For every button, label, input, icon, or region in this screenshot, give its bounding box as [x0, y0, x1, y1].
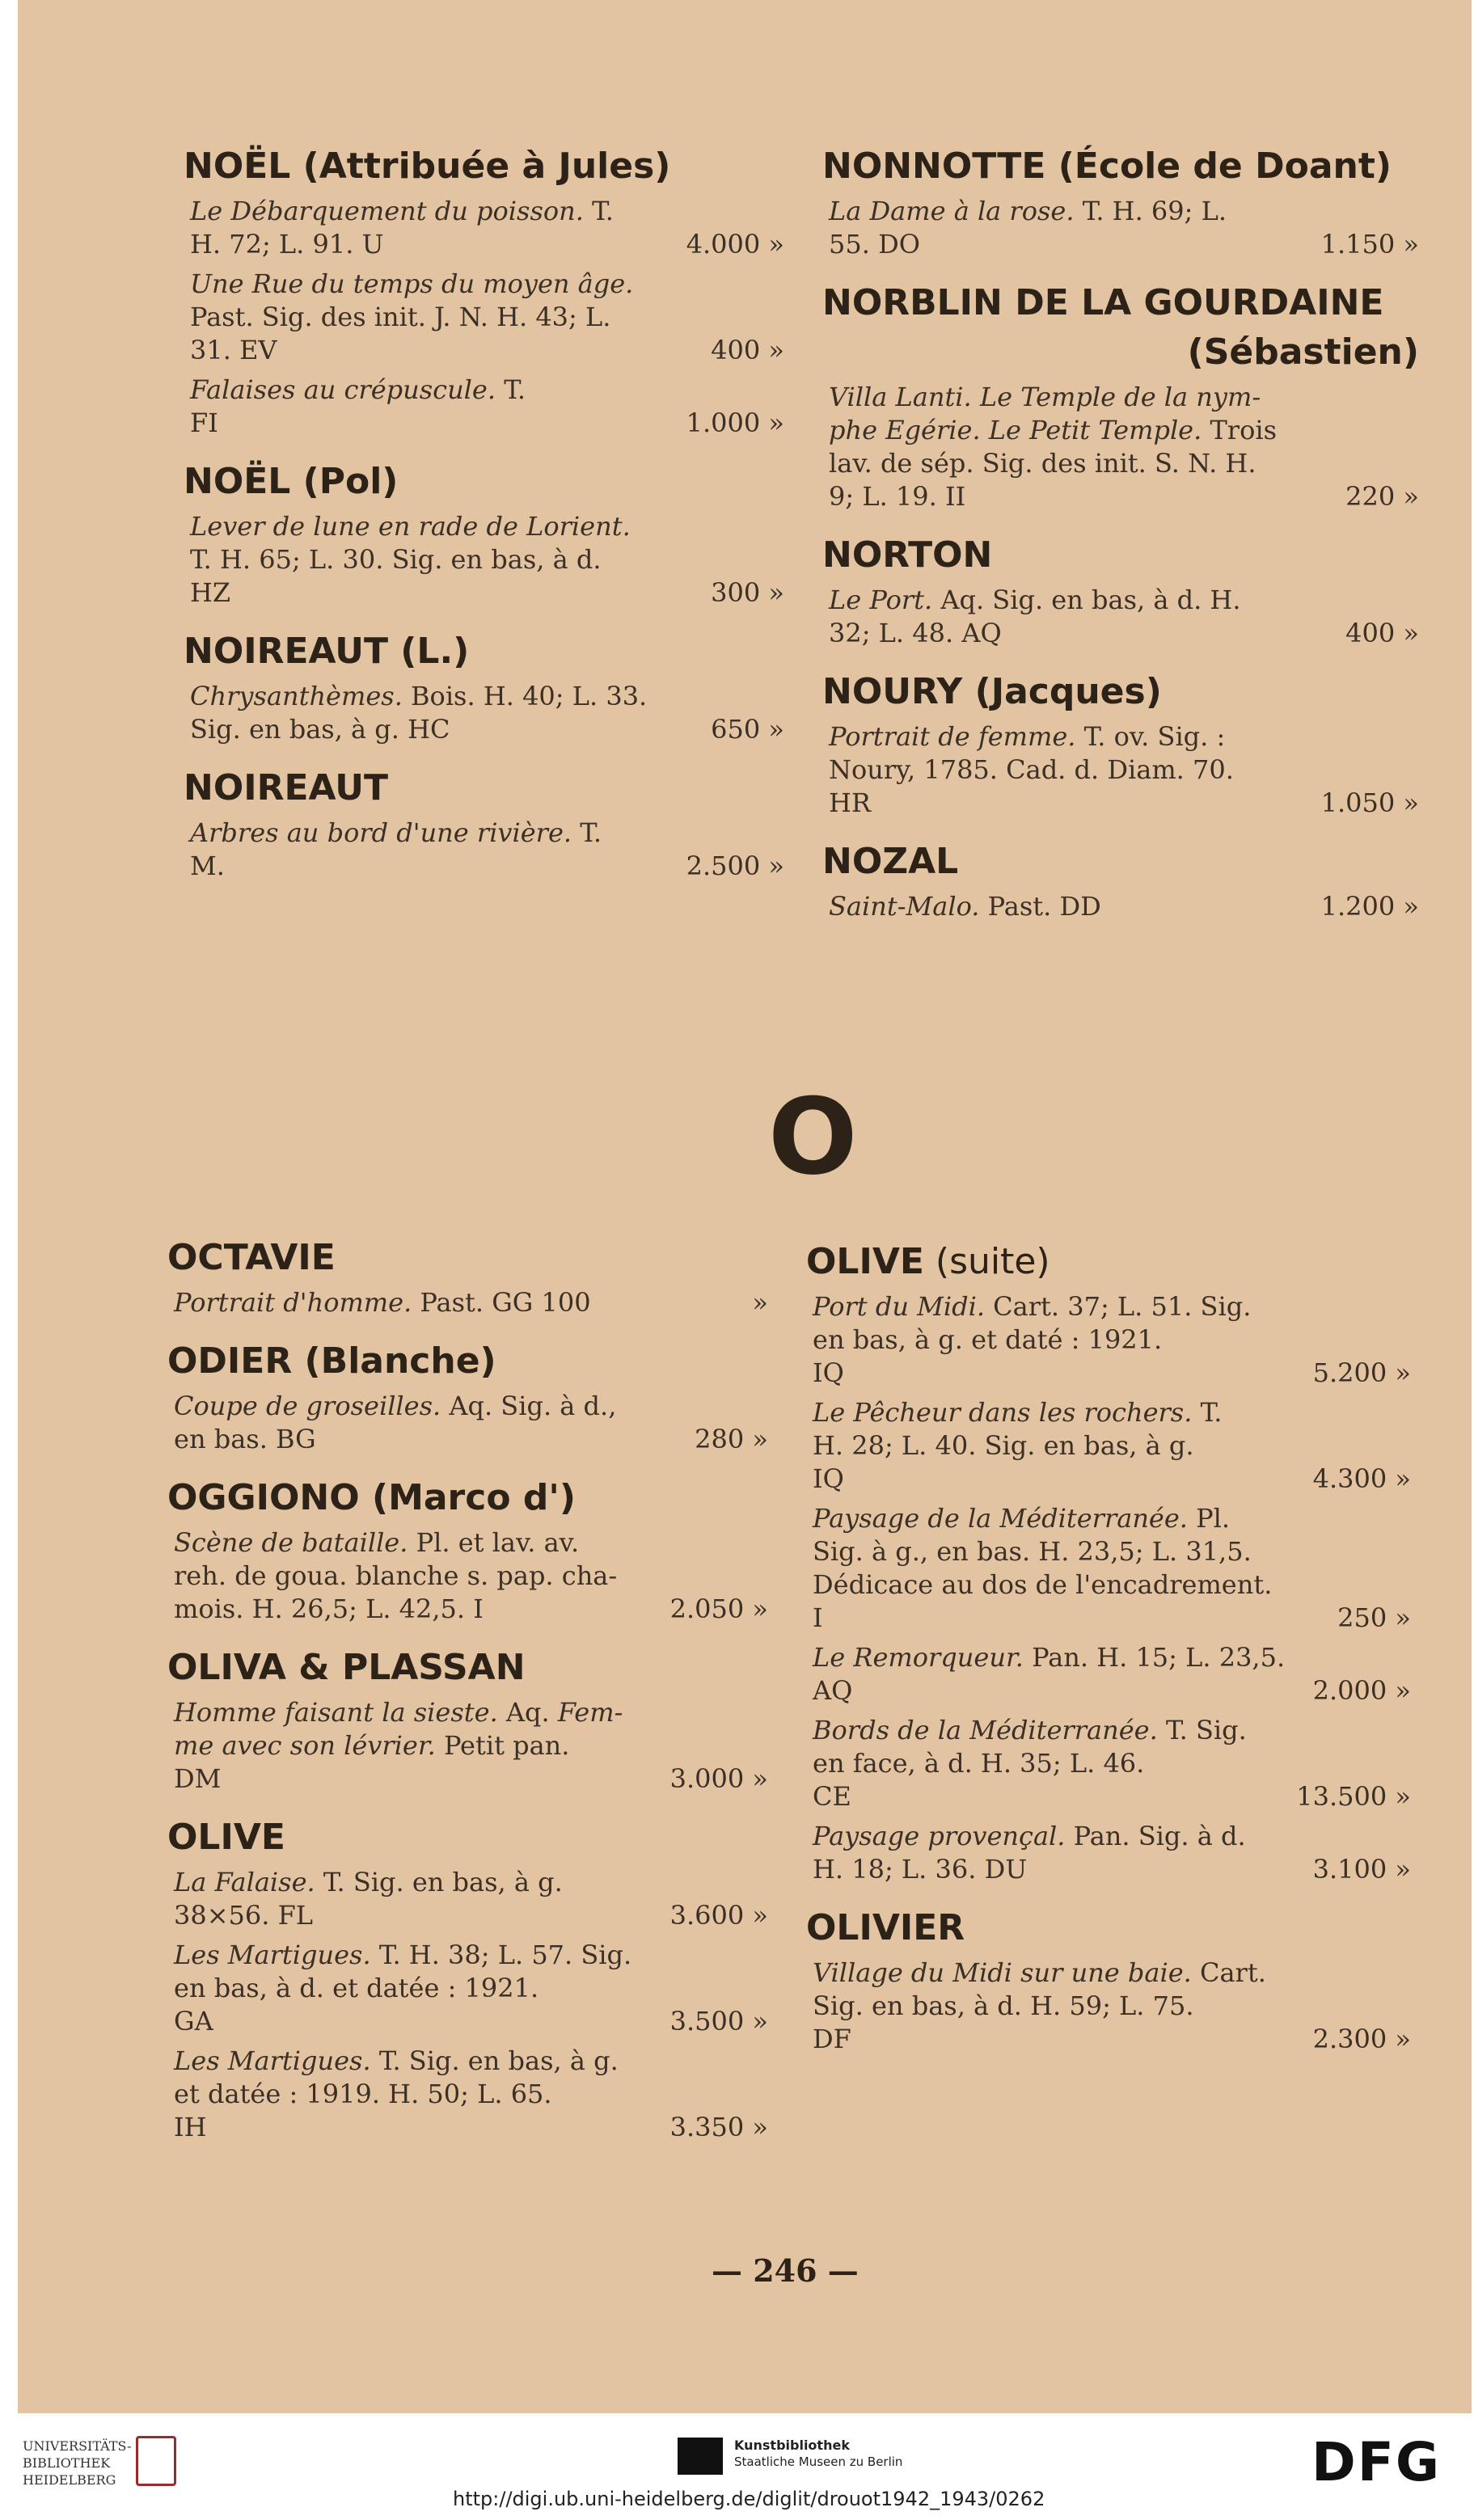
- entry-line: me avec son lévrier. Petit pan.: [174, 1730, 570, 1761]
- entry-line: IH 3.350 »: [174, 2112, 768, 2142]
- lot-entry: [190, 510, 784, 610]
- entry-line: lav. de sép. Sig. des init. S. N. H.: [829, 448, 1256, 479]
- entry-line: Lever de lune en rade de Lorient.: [190, 511, 631, 542]
- entry-line: en bas. BG 280 »: [174, 1424, 768, 1454]
- entry-line: Portrait d'homme. Past. GG 100 »: [174, 1287, 768, 1318]
- entry-line: FI 1.000 »: [190, 407, 784, 438]
- entry-line: Chrysanthèmes. Bois. H. 40; L. 33.: [190, 681, 648, 711]
- lot-entry: [174, 1390, 768, 1456]
- lot-entry: [813, 1396, 1411, 1496]
- entry-line: phe Egérie. Le Petit Temple. Trois: [829, 415, 1278, 445]
- entry-line: H. 72; L. 91. U 4.000 »: [190, 229, 784, 260]
- entry-line: Le Débarquement du poisson. T.: [190, 196, 614, 226]
- lot-entry: [813, 1956, 1411, 2056]
- kunstbibliothek-label: Kunstbibliothek Staatliche Museen zu Berlin: [734, 2438, 903, 2469]
- entry-line: 31. EV 400 »: [190, 335, 784, 365]
- artist-heading: NONNOTTE (École de Doant): [822, 146, 1392, 187]
- lot-entry: [829, 720, 1419, 820]
- entry-line: AQ 2.000 »: [813, 1675, 1411, 1706]
- artist-heading: OLIVIER: [806, 1907, 965, 1948]
- lot-entry: [190, 817, 784, 883]
- entry-line: en bas, à d. et datée : 1921.: [174, 1973, 539, 2003]
- artist-heading: NOIREAUT (L.): [184, 631, 470, 672]
- lot-entry: [829, 381, 1419, 513]
- entry-line: Paysage de la Méditerranée. Pl.: [813, 1503, 1231, 1534]
- entry-line: HZ 300 »: [190, 577, 784, 608]
- artist-heading-cont: (Sébastien): [1187, 331, 1419, 373]
- entry-line: GA 3.500 »: [174, 2006, 768, 2037]
- artist-heading: OLIVA & PLASSAN: [167, 1647, 526, 1688]
- entry-line: DF 2.300 »: [813, 2024, 1411, 2054]
- entry-line: 38×56. FL 3.600 »: [174, 1900, 768, 1931]
- entry-line: Sig. en bas, à d. H. 59; L. 75.: [813, 1990, 1194, 2021]
- lot-entry: [174, 1939, 768, 2038]
- lot-entry: [829, 890, 1419, 923]
- entry-line: en bas, à g. et daté : 1921.: [813, 1324, 1163, 1355]
- entry-line: Dédicace au dos de l'encadrement.: [813, 1569, 1273, 1600]
- entry-line: H. 18; L. 36. DU 3.100 »: [813, 1854, 1411, 1885]
- entry-line: mois. H. 26,5; L. 42,5. I 2.050 »: [174, 1593, 768, 1624]
- entry-line: Sig. à g., en bas. H. 23,5; L. 31,5.: [813, 1536, 1252, 1567]
- artist-heading: OCTAVIE: [167, 1237, 336, 1278]
- entry-line: 32; L. 48. AQ 400 »: [829, 618, 1419, 648]
- entry-line: et datée : 1919. H. 50; L. 65.: [174, 2079, 552, 2109]
- page-number: — 246 —: [712, 2252, 859, 2289]
- lot-entry: [190, 195, 784, 261]
- lot-entry: [829, 195, 1419, 261]
- footer: [0, 2413, 1474, 2520]
- right-column-top: [822, 146, 1419, 923]
- entry-line: H. 28; L. 40. Sig. en bas, à g.: [813, 1430, 1194, 1461]
- entry-line: Port du Midi. Cart. 37; L. 51. Sig.: [813, 1291, 1252, 1322]
- entry-line: DM 3.000 »: [174, 1763, 768, 1794]
- lot-entry: [174, 1286, 768, 1319]
- entry-line: Une Rue du temps du moyen âge.: [190, 268, 634, 299]
- entry-line: Bords de la Méditerranée. T. Sig.: [813, 1715, 1247, 1745]
- entry-line: T. H. 65; L. 30. Sig. en bas, à d.: [190, 544, 602, 575]
- entry-line: I 250 »: [813, 1602, 1411, 1633]
- entry-line: reh. de goua. blanche s. pap. cha-: [174, 1560, 618, 1591]
- kunstbibliothek-icon: [678, 2438, 723, 2475]
- left-column-bottom: [167, 1237, 768, 2144]
- lot-entry: [813, 1502, 1411, 1635]
- left-column-top: [184, 146, 784, 883]
- entry-line: Le Remorqueur. Pan. H. 15; L. 23,5.: [813, 1642, 1286, 1673]
- lot-entry: [190, 680, 784, 746]
- entry-line: Le Pêcheur dans les rochers. T.: [813, 1397, 1223, 1428]
- entry-line: 9; L. 19. II 220 »: [829, 481, 1419, 512]
- lot-entry: [174, 1526, 768, 1626]
- lot-entry: [813, 1714, 1411, 1813]
- artist-heading: NOËL (Pol): [184, 461, 399, 502]
- lot-entry: [190, 268, 784, 367]
- entry-line: IQ 5.200 »: [813, 1357, 1411, 1388]
- artist-heading: NORTON: [822, 534, 993, 576]
- university-logo-text: UNIVERSITÄTS- BIBLIOTHEK HEIDELBERG: [23, 2438, 132, 2488]
- entry-line: Coupe de groseilles. Aq. Sig. à d.,: [174, 1391, 617, 1421]
- artist-heading: NORBLIN DE LA GOURDAINE: [822, 282, 1384, 323]
- artist-heading: NOZAL: [822, 841, 959, 882]
- lot-entry: [813, 1641, 1411, 1707]
- entry-line: Les Martigues. T. H. 38; L. 57. Sig.: [174, 1940, 632, 1970]
- artist-heading: OLIVE: [167, 1817, 285, 1858]
- entry-line: Falaises au crépuscule. T.: [190, 374, 526, 405]
- entry-line: Portrait de femme. T. ov. Sig. :: [829, 721, 1226, 752]
- right-column-bottom: [806, 1241, 1411, 2056]
- entry-line: La Falaise. T. Sig. en bas, à g.: [174, 1867, 563, 1897]
- artist-heading: OLIVE (suite): [806, 1241, 1050, 1282]
- lot-entry: [829, 584, 1419, 650]
- artist-heading: NOËL (Attribuée à Jules): [184, 146, 671, 187]
- source-url[interactable]: http://digi.ub.uni-heidelberg.de/diglit/drouot1942_1943/0262: [453, 2488, 1045, 2510]
- artist-heading: ODIER (Blanche): [167, 1340, 496, 1382]
- entry-line: en face, à d. H. 35; L. 46.: [813, 1748, 1145, 1779]
- lot-entry: [174, 1866, 768, 1932]
- entry-line: HR 1.050 »: [829, 787, 1419, 818]
- entry-line: Le Port. Aq. Sig. en bas, à d. H.: [829, 585, 1241, 615]
- entry-line: Arbres au bord d'une rivière. T.: [190, 817, 602, 848]
- heidelberg-logo-icon: [136, 2436, 176, 2486]
- artist-heading: NOURY (Jacques): [822, 671, 1162, 712]
- entry-line: Saint-Malo. Past. DD 1.200 »: [829, 891, 1419, 922]
- entry-line: Past. Sig. des init. J. N. H. 43; L.: [190, 302, 611, 332]
- entry-line: 55. DO 1.150 »: [829, 229, 1419, 260]
- lot-entry: [190, 374, 784, 440]
- entry-line: Scène de bataille. Pl. et lav. av.: [174, 1527, 580, 1558]
- section-letter: O: [768, 1075, 858, 1198]
- lot-entry: [813, 1290, 1411, 1390]
- lot-entry: [174, 1696, 768, 1796]
- entry-line: Village du Midi sur une baie. Cart.: [813, 1957, 1266, 1988]
- dfg-logo: DFG: [1311, 2431, 1442, 2493]
- entry-line: Les Martigues. T. Sig. en bas, à g.: [174, 2045, 619, 2076]
- lot-entry: [174, 2045, 768, 2144]
- entry-line: Sig. en bas, à g. HC 650 »: [190, 714, 784, 745]
- artist-heading: NOIREAUT: [184, 767, 388, 808]
- entry-line: CE 13.500 »: [813, 1781, 1411, 1812]
- entry-line: Villa Lanti. Le Temple de la nym-: [829, 382, 1261, 412]
- lot-entry: [813, 1820, 1411, 1886]
- entry-line: La Dame à la rose. T. H. 69; L.: [829, 196, 1227, 226]
- entry-line: M. 2.500 »: [190, 851, 784, 881]
- entry-line: IQ 4.300 »: [813, 1463, 1411, 1494]
- artist-heading: OGGIONO (Marco d'): [167, 1477, 576, 1518]
- entry-line: Paysage provençal. Pan. Sig. à d.: [813, 1821, 1246, 1851]
- entry-line: Noury, 1785. Cad. d. Diam. 70.: [829, 754, 1234, 785]
- entry-line: Homme faisant la sieste. Aq. Fem-: [174, 1697, 623, 1728]
